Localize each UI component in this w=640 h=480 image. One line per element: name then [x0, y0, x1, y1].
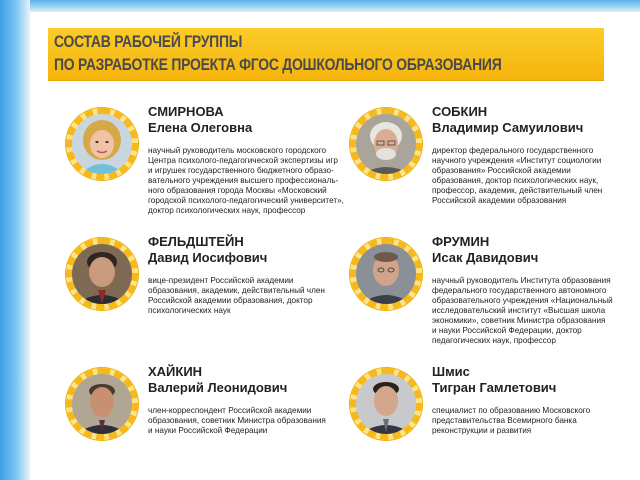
- bio-line: психологических наук: [148, 306, 231, 315]
- bio-line: ного образования города Москвы «Московский: [148, 186, 327, 195]
- member-card-sobkin: [350, 104, 630, 228]
- portrait-photo: [72, 244, 132, 304]
- member-card-shmis: [350, 364, 630, 480]
- member-bio: [432, 146, 632, 206]
- photo-frame: [66, 368, 138, 440]
- photo-frame: [350, 238, 422, 310]
- member-card-feldshtein: [66, 234, 346, 358]
- member-bio: [432, 406, 632, 436]
- bio-line: директор федерального государственного: [432, 146, 594, 155]
- member-card-khaikin: [66, 364, 346, 480]
- bio-line: Российской академии образования, доктор: [148, 296, 313, 305]
- top-decor-bar: [0, 0, 640, 12]
- bio-line: научный руководитель Института образования: [432, 276, 611, 285]
- title-line-1: СОСТАВ РАБОЧЕЙ ГРУППЫ: [54, 32, 243, 51]
- bio-line: исследовательский институт «Высшая школа: [432, 306, 606, 315]
- member-given-name: Исак Давидович: [432, 250, 539, 265]
- member-card-smirnova: [66, 104, 346, 228]
- bio-line: образования, доктор психологических наук,: [432, 176, 599, 185]
- bio-line: член-корреспондент Российской академии: [148, 406, 312, 415]
- bio-line: федерального государственного автономного: [432, 286, 607, 295]
- member-surname: Шмис: [432, 364, 470, 379]
- member-surname: ФРУМИН: [432, 234, 490, 249]
- portrait-shmis-image: [356, 374, 416, 434]
- left-decor-bar: [0, 0, 30, 480]
- member-bio: [432, 276, 632, 346]
- member-given-name: Елена Олеговна: [148, 120, 253, 135]
- member-bio: [148, 276, 348, 316]
- bio-line: Российской академии образования: [432, 196, 567, 205]
- member-surname: СОБКИН: [432, 104, 488, 119]
- bio-line: специалист по образованию Московского: [432, 406, 591, 415]
- bio-line: профессор, академик, действительный член: [432, 186, 603, 195]
- portrait-sobkin-image: [356, 114, 416, 174]
- portrait-photo: [72, 114, 132, 174]
- portrait-photo: [356, 114, 416, 174]
- bio-line: образования, советник Министра образования: [148, 416, 326, 425]
- member-surname: СМИРНОВА: [148, 104, 224, 119]
- member-given-name: Владимир Самуилович: [432, 120, 584, 135]
- portrait-photo: [356, 374, 416, 434]
- bio-line: Центра психолого-педагогической экспертизы игр: [148, 156, 338, 165]
- member-given-name: Тигран Гамлетович: [432, 380, 557, 395]
- bio-line: доктор психологических наук, профессор: [148, 206, 306, 215]
- portrait-khaikin-image: [72, 374, 132, 434]
- member-given-name: Валерий Леонидович: [148, 380, 288, 395]
- bio-line: реконструкции и развития: [432, 426, 532, 435]
- portrait-photo: [72, 374, 132, 434]
- bio-line: образования, академик, действительный член: [148, 286, 325, 295]
- title-banner: [48, 28, 604, 80]
- member-bio: [148, 146, 348, 216]
- portrait-photo: [356, 244, 416, 304]
- member-given-name: Давид Иосифович: [148, 250, 268, 265]
- member-surname: ХАЙКИН: [148, 364, 203, 379]
- member-bio: [148, 406, 348, 436]
- bio-line: вице-президент Российской академии: [148, 276, 294, 285]
- photo-frame: [350, 108, 422, 180]
- bio-line: городской психолого-педагогический университет»,: [148, 196, 344, 205]
- bio-line: и науки Российской Федерации, доктор: [432, 326, 582, 335]
- bio-line: научного учреждения «Институт социологии: [432, 156, 602, 165]
- portrait-feldshtein-image: [72, 244, 132, 304]
- bio-line: педагогических наук, профессор: [432, 336, 556, 345]
- bio-line: образовательного учреждения «Национальный: [432, 296, 613, 305]
- photo-frame: [66, 238, 138, 310]
- portrait-smirnova-image: [72, 114, 132, 174]
- member-surname: ФЕЛЬДШТЕЙН: [148, 234, 244, 249]
- photo-frame: [66, 108, 138, 180]
- title-line-2: ПО РАЗРАБОТКЕ ПРОЕКТА ФГОС ДОШКОЛЬНОГО ОБРАЗОВАНИЯ: [54, 55, 502, 74]
- photo-frame: [350, 368, 422, 440]
- portrait-frumin-image: [356, 244, 416, 304]
- bio-line: вательного учреждения высшего профессиональ-: [148, 176, 339, 185]
- bio-line: образования» Российской академии: [432, 166, 571, 175]
- bio-line: представительства Всемирного банка: [432, 416, 577, 425]
- bio-line: и игрушек государственного бюджетного образо-: [148, 166, 334, 175]
- bio-line: и науки Российской Федерации: [148, 426, 268, 435]
- bio-line: экономики», советник Министра образования: [432, 316, 606, 325]
- member-card-frumin: [350, 234, 630, 358]
- bio-line: научный руководитель московского городского: [148, 146, 327, 155]
